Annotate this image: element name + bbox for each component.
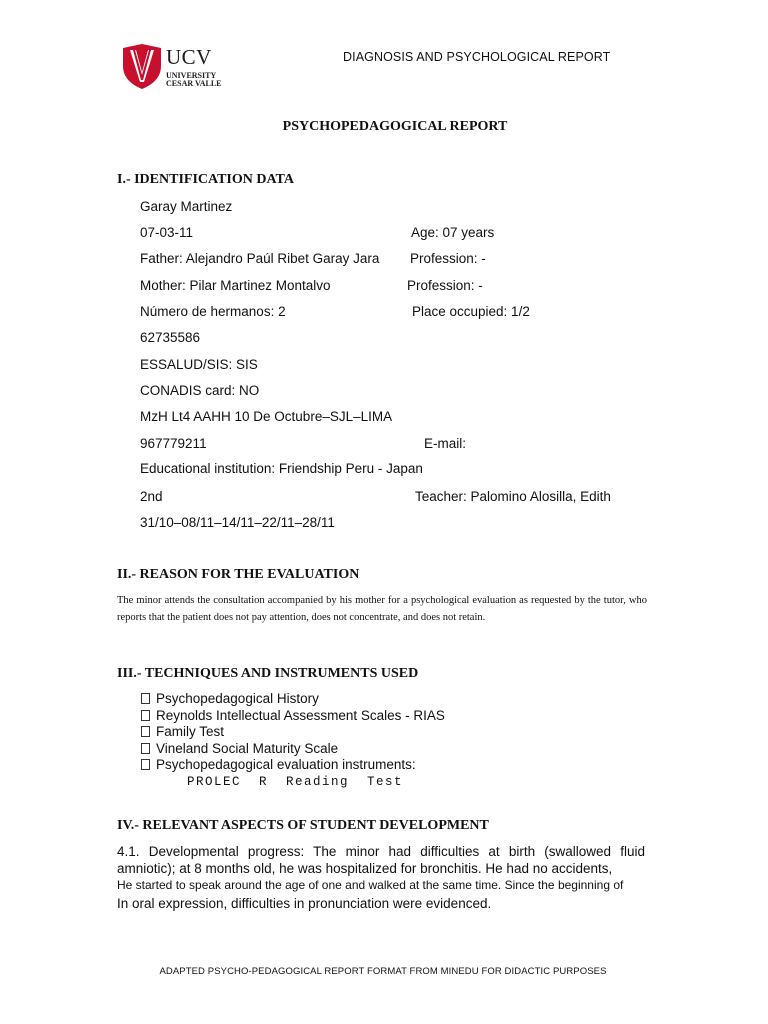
list-item xyxy=(141,724,445,741)
list-item xyxy=(141,741,445,758)
evaluation-dates: 31/10–08/11–14/11–22/11–28/11 xyxy=(140,515,335,530)
section-development-heading: IV.- RELEVANT ASPECTS OF STUDENT DEVELOPMENT xyxy=(117,818,489,833)
reason-paragraph: The minor attends the consultation accompanied by his mother for a psychological evaluation as requested by the tutor, who reports that the patient does not pay attention, does not concentrate, and does not retain. xyxy=(117,595,647,623)
list-item-label: Vineland Social Maturity Scale xyxy=(156,740,339,756)
checkbox-bullet-icon xyxy=(141,759,150,770)
siblings-count: Número de hermanos: 2 xyxy=(140,304,286,319)
educational-institution: Educational institution: Friendship Peru - Japan xyxy=(140,461,423,476)
list-item xyxy=(141,691,445,708)
page-footer: ADAPTED PSYCHO-PEDAGOGICAL REPORT FORMAT FROM MINEDU FOR DIDACTIC PURPOSES xyxy=(159,966,607,977)
insurance: ESSALUD/SIS: SIS xyxy=(140,357,258,372)
age: Age: 07 years xyxy=(411,225,495,240)
list-item-label: Psychopedagogical evaluation instruments: xyxy=(156,757,416,772)
logo-line-2: CESAR VALLE xyxy=(166,79,222,88)
list-item xyxy=(141,708,445,725)
development-paragraph-line-1: 4.1. Developmental progress: The minor had difficulties at birth (swallowed fluid amniotic); at 8 months old, he was hospitalized for bronchitis. He had no accidents, xyxy=(117,844,645,876)
development-paragraph-line-2: He started to speak around the age of one and walked at the same time. Since the beginning of xyxy=(117,878,624,892)
checkbox-bullet-icon xyxy=(141,743,150,754)
document-header-title: DIAGNOSIS AND PSYCHOLOGICAL REPORT xyxy=(343,50,611,64)
mother-profession: Profession: - xyxy=(407,278,483,293)
section-techniques-heading: III.- TECHNIQUES AND INSTRUMENTS USED xyxy=(117,666,419,681)
logo-line-1: UNIVERSITY xyxy=(166,71,217,80)
conadis-card: CONADIS card: NO xyxy=(140,383,260,398)
shield-logo-icon xyxy=(122,44,162,90)
list-item-label: Family Test xyxy=(156,724,225,739)
patient-name: Garay Martinez xyxy=(140,199,233,214)
prolec-reading-test: PROLEC R Reading Test xyxy=(187,775,404,789)
father-name: Father: Alejandro Paúl Ribet Garay Jara xyxy=(140,251,380,266)
checkbox-bullet-icon xyxy=(141,693,150,704)
list-item xyxy=(141,757,445,774)
phone-number: 967779211 xyxy=(140,436,207,451)
report-title: PSYCHOPEDAGOGICAL REPORT xyxy=(282,119,508,134)
section-reason-heading: II.- REASON FOR THE EVALUATION xyxy=(117,567,360,582)
section-identification-heading: I.- IDENTIFICATION DATA xyxy=(117,172,294,187)
teacher: Teacher: Palomino Alosilla, Edith xyxy=(415,489,611,504)
grade: 2nd xyxy=(140,489,163,504)
development-paragraph-line-3: In oral expression, difficulties in pronunciation were evidenced. xyxy=(117,896,492,911)
university-logo xyxy=(122,44,222,90)
email-label: E-mail: xyxy=(424,436,467,451)
place-occupied: Place occupied: 1/2 xyxy=(412,304,530,319)
techniques-list xyxy=(141,691,445,774)
checkbox-bullet-icon xyxy=(141,726,150,737)
mother-name: Mother: Pilar Martinez Montalvo xyxy=(140,278,331,293)
checkbox-bullet-icon xyxy=(141,710,150,721)
list-item-label: Psychopedagogical History xyxy=(156,691,319,706)
logo-name: UCV xyxy=(166,45,212,69)
id-number: 62735586 xyxy=(140,330,201,345)
father-profession: Profession: - xyxy=(410,251,486,266)
date-of-birth: 07-03-11 xyxy=(140,225,194,240)
address: MzH Lt4 AAHH 10 De Octubre–SJL–LIMA xyxy=(140,409,393,424)
list-item-label: Reynolds Intellectual Assessment Scales - RIAS xyxy=(156,707,445,723)
